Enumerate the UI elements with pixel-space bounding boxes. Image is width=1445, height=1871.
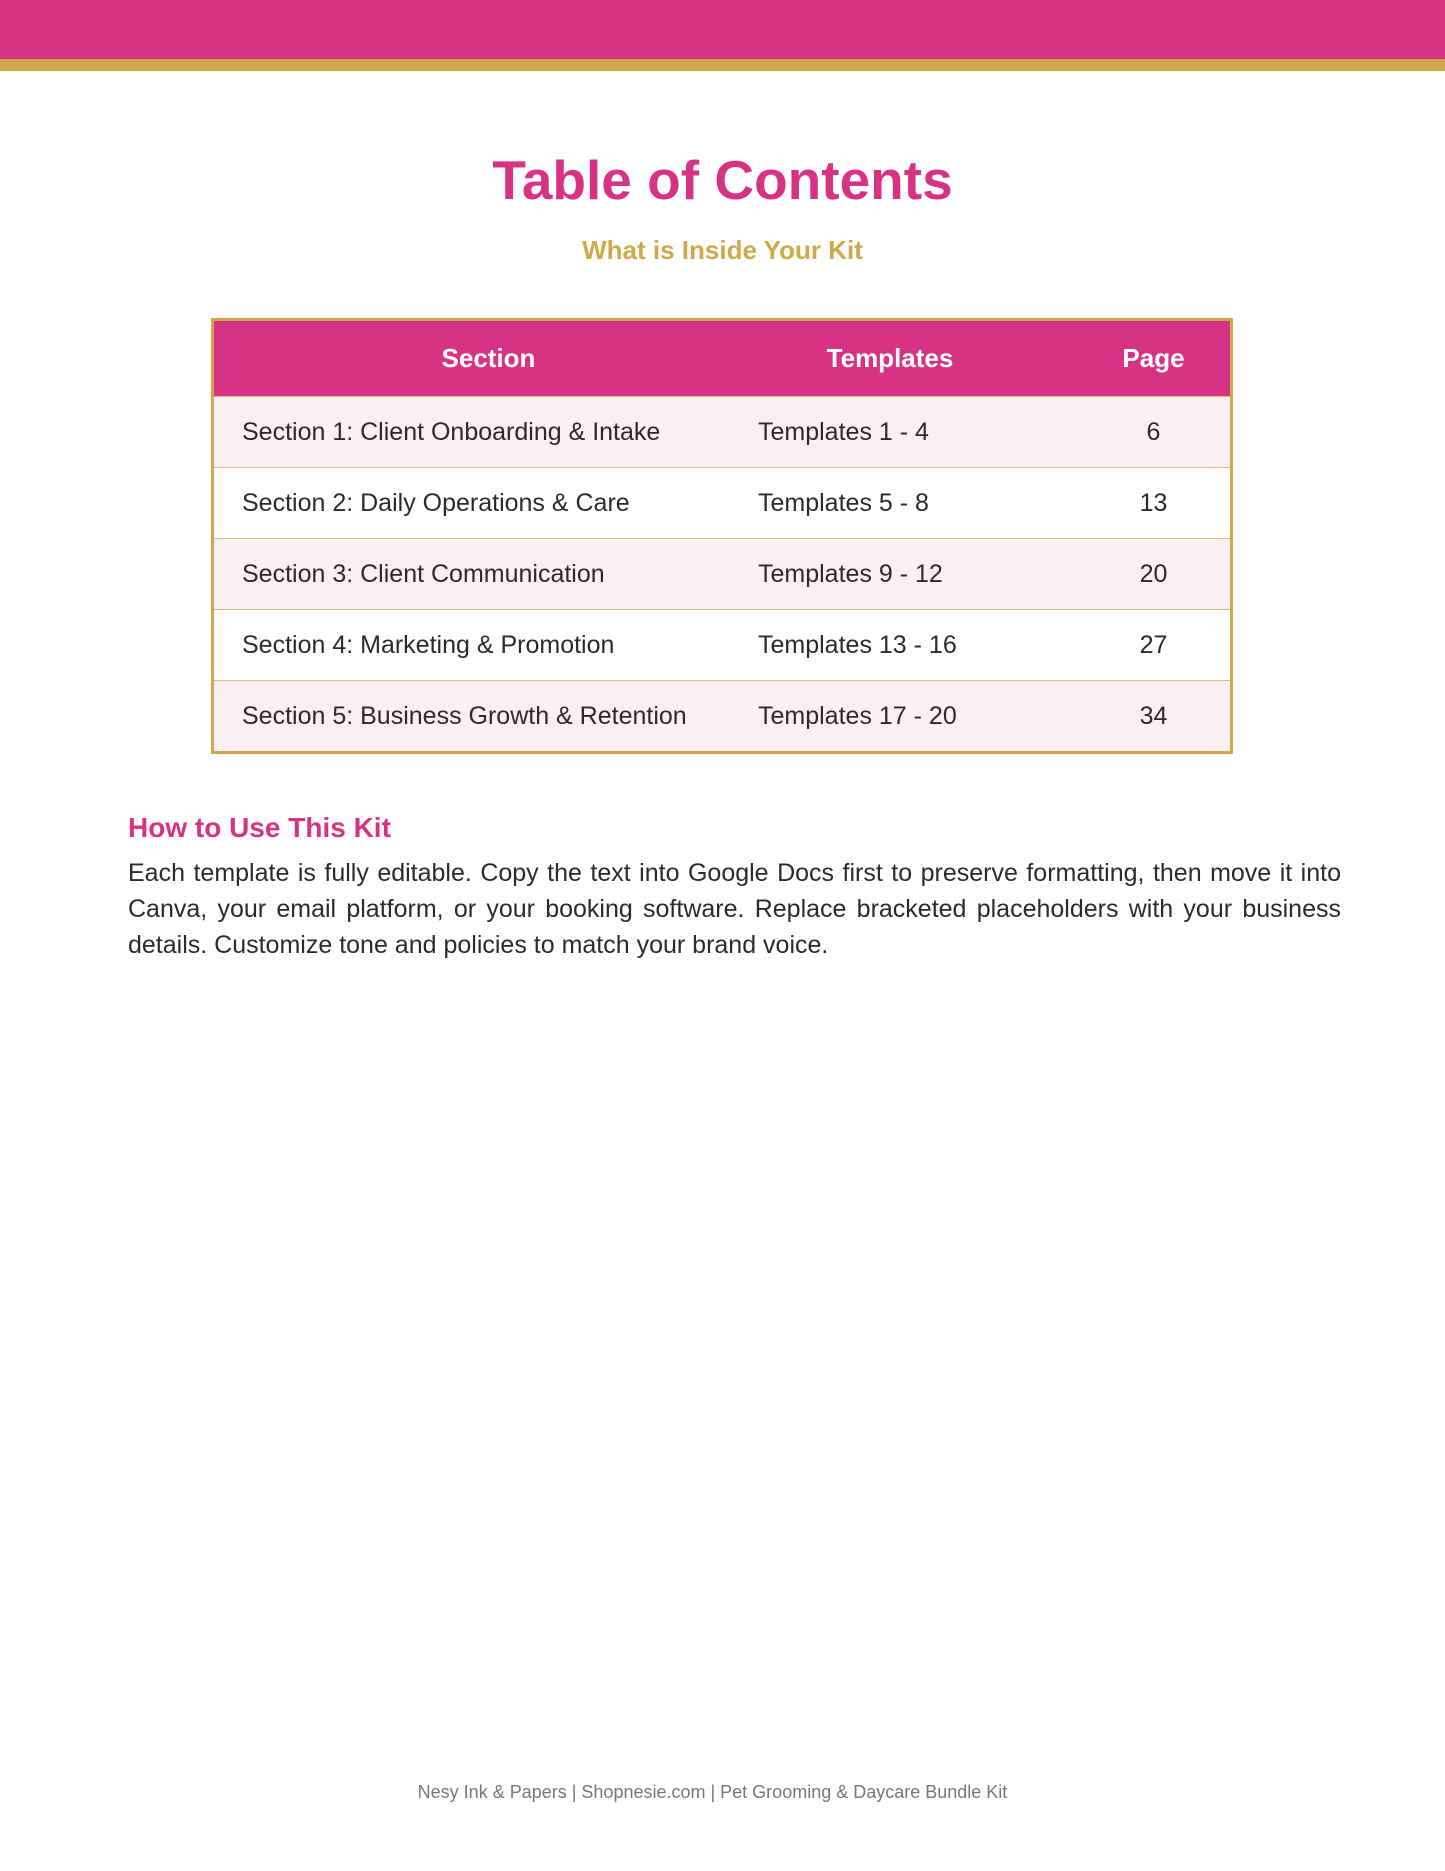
how-to-use-body: Each template is fully editable. Copy the text into Google Docs first to preserve formatting, then move it into Canva, your email platform, or your booking software. Replace bracketed placeholders with your business details. Customize tone and policies to match your brand voice. <box>128 859 1341 959</box>
toc-row <box>214 396 1230 467</box>
toc-cell-templates: Templates 13 - 16 <box>758 630 957 659</box>
toc-cell-section: Section 5: Business Growth & Retention <box>242 701 687 730</box>
toc-cell-section: Section 4: Marketing & Promotion <box>242 630 615 659</box>
page-title: Table of Contents <box>492 149 953 211</box>
toc-cell-templates: Templates 17 - 20 <box>758 701 957 730</box>
toc-cell-page: 20 <box>1139 559 1168 588</box>
header-band <box>0 0 1445 59</box>
toc-cell-section: Section 2: Daily Operations & Care <box>242 488 630 517</box>
toc-cell-templates: Templates 5 - 8 <box>758 488 929 517</box>
toc-cell-page: 13 <box>1139 488 1168 517</box>
toc-cell-templates: Templates 9 - 12 <box>758 559 943 588</box>
toc-cell-page: 34 <box>1139 701 1168 730</box>
toc-cell-templates: Templates 1 - 4 <box>758 417 929 446</box>
page-subtitle: What is Inside Your Kit <box>582 235 863 265</box>
header-gold-rule <box>0 59 1445 71</box>
toc-row <box>214 680 1230 751</box>
toc-header-section: Section <box>441 343 536 373</box>
toc-cell-page: 6 <box>1146 417 1161 446</box>
toc-row <box>214 467 1230 538</box>
page-footer: Nesy Ink & Papers | Shopnesie.com | Pet Grooming & Daycare Bundle Kit <box>417 1782 1008 1802</box>
how-to-use-heading: How to Use This Kit <box>128 812 391 843</box>
toc-header-templates: Templates <box>826 343 954 373</box>
toc-table <box>211 318 1233 754</box>
toc-row <box>214 538 1230 609</box>
toc-cell-page: 27 <box>1139 630 1168 659</box>
toc-row <box>214 609 1230 680</box>
toc-header-page: Page <box>1122 343 1185 373</box>
toc-cell-section: Section 1: Client Onboarding & Intake <box>242 417 661 446</box>
toc-header-row <box>214 321 1230 396</box>
toc-cell-section: Section 3: Client Communication <box>242 559 605 588</box>
